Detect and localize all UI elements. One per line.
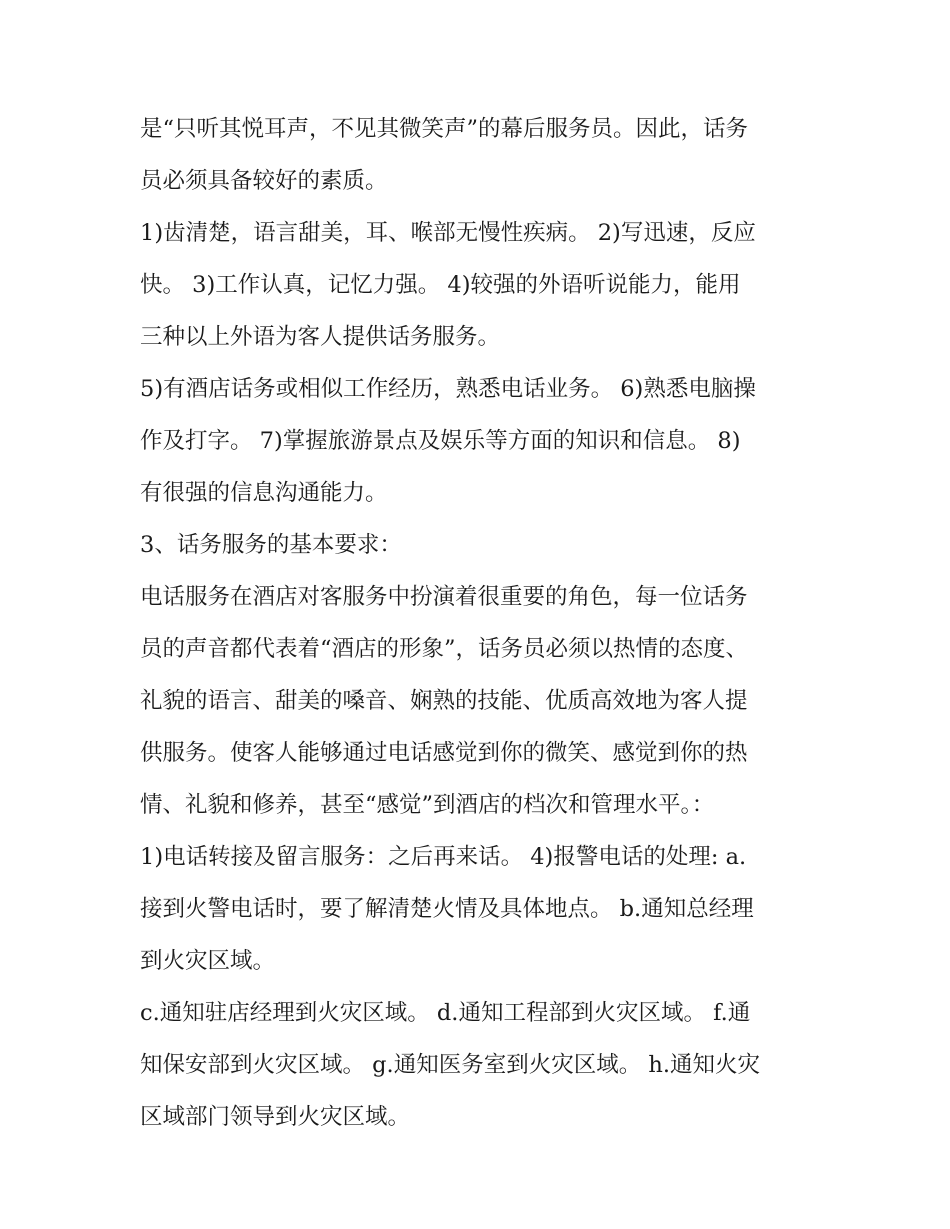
- text-line: c.通知驻店经理到火灾区域。 d.通知工程部到火灾区域。 f.通: [140, 1000, 751, 1026]
- text-line: 作及打字。 7)掌握旅游景点及娱乐等方面的知识和信息。 8): [140, 428, 741, 454]
- section-heading: [140, 519, 820, 571]
- text-line: 到火灾区域。: [140, 948, 276, 974]
- text-line: 员的声音都代表着“酒店的形象”，话务员必须以热情的态度、: [140, 636, 749, 662]
- text-line: 区域部门领导到火灾区域。: [140, 1104, 411, 1130]
- paragraph-fire-call-1: [140, 831, 820, 987]
- text-line: 知保安部到火灾区域。 g.通知医务室到火灾区域。 h.通知火灾: [140, 1052, 761, 1078]
- paragraph-qualities-2: [140, 363, 820, 519]
- text-line: 5)有酒店话务或相似工作经历，熟悉电话业务。 6)熟悉电脑操: [140, 376, 756, 402]
- paragraph-qualities-1: [140, 207, 820, 363]
- text-line: 1)电话转接及留言服务：之后再来话。 4)报警电话的处理: a.: [140, 844, 747, 870]
- paragraph-intro: [140, 103, 820, 207]
- text-line: 礼貌的语言、甜美的嗓音、娴熟的技能、优质高效地为客人提: [140, 688, 748, 714]
- text-line: 是“只听其悦耳声，不见其微笑声”的幕后服务员。因此，话务: [140, 116, 749, 142]
- text-line: 情、礼貌和修养，甚至“感觉”到酒店的档次和管理水平。：: [140, 792, 715, 818]
- paragraph-requirements: [140, 571, 820, 831]
- document-page: [140, 103, 820, 1143]
- text-line: 快。 3)工作认真，记忆力强。 4)较强的外语听说能力，能用: [140, 272, 741, 298]
- text-line: 电话服务在酒店对客服务中扮演着很重要的角色，每一位话务: [140, 584, 748, 610]
- text-line: 供服务。使客人能够通过电话感觉到你的微笑、感觉到你的热: [140, 740, 748, 766]
- text-line: 1)齿清楚，语言甜美，耳、喉部无慢性疾病。 2)写迅速，反应: [140, 220, 756, 246]
- text-line: 接到火警电话时，要了解清楚火情及具体地点。 b.通知总经理: [140, 896, 754, 922]
- heading-line: 3、话务服务的基本要求：: [140, 532, 402, 558]
- text-line: 三种以上外语为客人提供话务服务。: [140, 324, 501, 350]
- paragraph-fire-call-2: [140, 987, 820, 1143]
- text-line: 有很强的信息沟通能力。: [140, 480, 388, 506]
- text-line: 员必须具备较好的素质。: [140, 168, 388, 194]
